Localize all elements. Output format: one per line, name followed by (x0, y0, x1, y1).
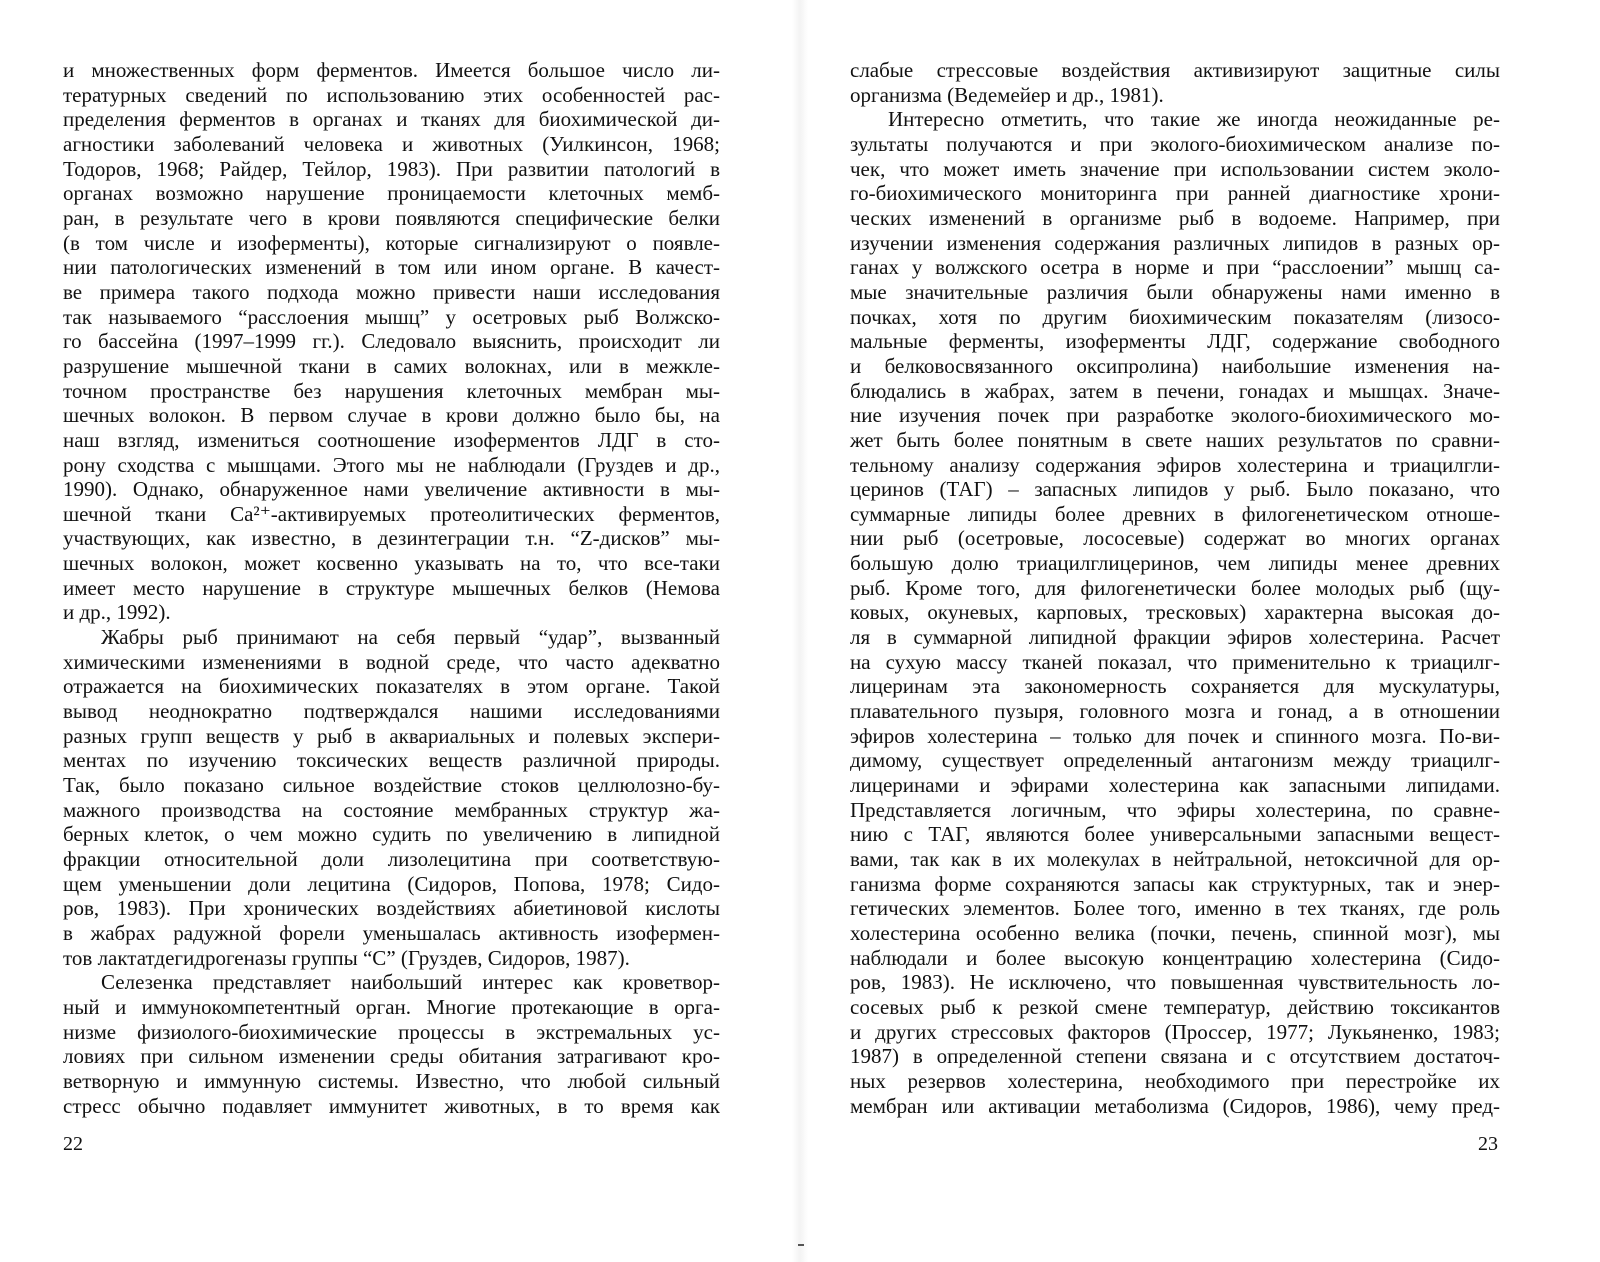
right-page-text (850, 58, 1500, 1118)
text-line: участвующих, как известно, в дезинтеграции т.н. “Z-дисков” мы- (63, 526, 720, 551)
text-line: ветворную и иммунную системы. Известно, что любой сильный (63, 1068, 720, 1093)
text-line: шечных волокон. В первом случае в крови должно было бы, на (63, 403, 720, 428)
text-line: в жабрах радужной форели уменьшалась активность изофермен- (63, 920, 720, 945)
text-line: химическими изменениями в водной среде, что часто адекватно (63, 649, 720, 674)
text-line: отражается на биохимических показателях в этом органе. Такой (63, 674, 720, 699)
text-line: тов лактатдегидрогеназы группы “С” (Груздев, Сидоров, 1987). (63, 945, 630, 970)
right-page (800, 0, 1600, 1262)
text-line: ковых, окуневых, карповых, тресковых) характерна высокая до- (850, 600, 1500, 625)
text-line: и белковосвязанного оксипролина) наибольшие изменения на- (850, 353, 1500, 378)
text-line: наш взгляд, измениться соотношение изоферментов ЛДГ в сто- (63, 427, 720, 452)
text-line: лицеринам эта закономерность сохраняется для мускулатуры, (850, 674, 1500, 699)
text-line: рону сходства с мышцами. Этого мы не наблюдали (Груздев и др., (63, 452, 720, 477)
text-line: на сухую массу тканей показал, что применительно к триацилг- (850, 649, 1500, 674)
text-line: и множественных форм ферментов. Имеется большое число ли- (63, 58, 720, 82)
text-line: ве примера такого подхода можно привести наши исследования (63, 279, 720, 304)
text-line: холестерина особенно велика (почки, печень, спинной мозг), мы (850, 920, 1500, 945)
text-line: ческих изменений в организме рыб в водоеме. Например, при (850, 205, 1500, 230)
text-line: почках, хотя по другим биохимическим показателям (лизосо- (850, 304, 1500, 329)
text-line: и др., 1992). (63, 600, 171, 625)
text-line: сосевых рыб к резкой смене температур, действию токсикантов (850, 994, 1500, 1019)
text-line: наблюдали и более высокую концентрацию холестерина (Сидо- (850, 945, 1500, 970)
text-line: шечных волокон, может косвенно указывать на то, что все-таки (63, 551, 720, 576)
paragraph-start-line: Интересно отметить, что такие же иногда неожиданные ре- (888, 107, 1500, 132)
paragraph-start-line: Жабры рыб принимают на себя первый “удар”, вызванный (101, 625, 720, 650)
text-line: агностики заболеваний человека и животных (Уилкинсон, 1968; (63, 131, 720, 156)
text-line: димому, существует определенный антагонизм между триацилг- (850, 748, 1500, 773)
text-line: мые значительные различия были обнаружены нами именно в (850, 279, 1500, 304)
text-line: плавательного пузыря, головного мозга и гонад, а в отношении (850, 699, 1500, 724)
text-line: и других стрессовых факторов (Проссер, 1977; Лукьяненко, 1983; (850, 1019, 1500, 1044)
text-line: ние изучения почек при разработке эколого-биохимического мо- (850, 403, 1500, 428)
text-line: шечной ткани Са²⁺-активируемых протеолитических ферментов, (63, 501, 720, 526)
text-line: лицеринами и эфирами холестерина как запасными липидами. (850, 773, 1500, 798)
text-line: ля в суммарной липидной фракции эфиров холестерина. Расчет (850, 625, 1500, 650)
text-line: мальные ферменты, изоферменты ЛДГ, содержание свободного (850, 329, 1500, 354)
text-line: мажного производства на состояние мембранных структур жа- (63, 797, 720, 822)
text-line: нии рыб (осетровые, лососевые) содержат во многих органах (850, 526, 1500, 551)
text-line: щем уменьшении доли лецитина (Сидоров, Попова, 1978; Сидо- (63, 871, 720, 896)
text-line: ных резервов холестерина, необходимого при перестройке их (850, 1068, 1500, 1093)
text-line: так называемого “расслоения мышц” у осетровых рыб Волжско- (63, 304, 720, 329)
text-line: чек, что может иметь значение при использовании систем эколо- (850, 156, 1500, 181)
text-line: ганах у волжского осетра в норме и при “расслоении” мышц са- (850, 255, 1500, 280)
text-line: ров, 1983). При хронических воздействиях абиетиновой кислоты (63, 896, 720, 921)
text-line: эфиров холестерина – только для почек и спинного мозга. По-ви- (850, 723, 1500, 748)
text-line: имеет место нарушение в структуре мышечных белков (Немова (63, 575, 720, 600)
text-line: ловиях при сильном изменении среды обитания затрагивают кро- (63, 1044, 720, 1069)
text-line: стресс обычно подавляет иммунитет животных, в то время как (63, 1093, 720, 1118)
text-line: жет быть более понятным в свете наших результатов по сравни- (850, 427, 1500, 452)
text-line: низме физиолого-биохимические процессы в экстремальных ус- (63, 1019, 720, 1044)
text-line: 1987) в определенной степени связана и с отсутствием достаточ- (850, 1044, 1500, 1069)
text-line: суммарные липиды более древних в филогенетическом отноше- (850, 501, 1500, 526)
text-line: ров, 1983). Не исключено, что повышенная чувствительность ло- (850, 970, 1500, 995)
paragraph-start-line: Селезенка представляет наибольший интерес как кроветвор- (101, 970, 720, 995)
text-line: 1990). Однако, обнаруженное нами увеличение активности в мы- (63, 477, 720, 502)
text-line: рыб. Кроме того, для филогенетически более молодых рыб (щу- (850, 575, 1500, 600)
left-page-text (63, 58, 720, 1118)
text-line: го бассейна (1997–1999 гг.). Следовало выяснить, происходит ли (63, 329, 720, 354)
text-line: нию с ТАГ, являются более универсальными запасными вещест- (850, 822, 1500, 847)
page-number: 22 (63, 1133, 83, 1155)
text-line: церинов (ТАГ) – запасных липидов у рыб. Было показано, что (850, 477, 1500, 502)
text-line: ран, в результате чего в крови появляются специфические белки (63, 205, 720, 230)
scan-speck (798, 1244, 804, 1246)
text-line: изучении изменения содержания различных липидов в разных ор- (850, 230, 1500, 255)
text-line: гетических элементов. Более того, именно в тех тканях, где роль (850, 896, 1500, 921)
text-line: точном пространстве без нарушения клеточных мембран мы- (63, 378, 720, 403)
text-line: го-биохимического мониторинга при ранней диагностике хрони- (850, 181, 1500, 206)
text-line: органах возможно нарушение проницаемости клеточных мемб- (63, 181, 720, 206)
page-number: 23 (1478, 1133, 1498, 1155)
text-line: ганизма форме сохраняются запасы как структурных, так и энер- (850, 871, 1500, 896)
text-line: организма (Ведемейер и др., 1981). (850, 82, 1164, 107)
text-line: мембран или активации метаболизма (Сидоров, 1986), чему пред- (850, 1093, 1500, 1118)
text-line: блюдались в жабрах, затем в печени, гонадах и мышцах. Значе- (850, 378, 1500, 403)
text-line: разных групп веществ у рыб в аквариальных и полевых экспери- (63, 723, 720, 748)
text-line: (в том числе и изоферменты), которые сигнализируют о появле- (63, 230, 720, 255)
text-line: нии патологических изменений в том или ином органе. В качест- (63, 255, 720, 280)
text-line: Тодоров, 1968; Райдер, Тейлор, 1983). При развитии патологий в (63, 156, 720, 181)
text-line: тельному анализу содержания эфиров холестерина и триацилгли- (850, 452, 1500, 477)
text-line: фракции относительной доли лизолецитина при соответствую- (63, 847, 720, 871)
text-line: вывод неоднократно подтверждался нашими исследованиями (63, 699, 720, 724)
text-line: слабые стрессовые воздействия активизируют защитные силы (850, 58, 1500, 82)
text-line: зультаты получаются и при эколого-биохимическом анализе по- (850, 131, 1500, 156)
text-line: берных клеток, о чем можно судить по увеличению в липидной (63, 822, 720, 847)
text-line: ный и иммунокомпетентный орган. Многие протекающие в орга- (63, 994, 720, 1019)
text-line: Так, было показано сильное воздействие стоков целлюлозно-бу- (63, 773, 720, 798)
text-line: ментах по изучению токсических веществ различной природы. (63, 748, 720, 773)
text-line: большую долю триацилглицеринов, чем липиды менее древних (850, 551, 1500, 576)
text-line: пределения ферментов в органах и тканях для биохимической ди- (63, 107, 720, 132)
text-line: тературных сведений по использованию этих особенностей рас- (63, 82, 720, 107)
text-line: Представляется логичным, что эфиры холестерина, по сравне- (850, 797, 1500, 822)
text-line: вами, так как в их молекулах в нейтральной, нетоксичной для ор- (850, 847, 1500, 871)
text-line: разрушение мышечной ткани в самих волокнах, или в межкле- (63, 353, 720, 378)
